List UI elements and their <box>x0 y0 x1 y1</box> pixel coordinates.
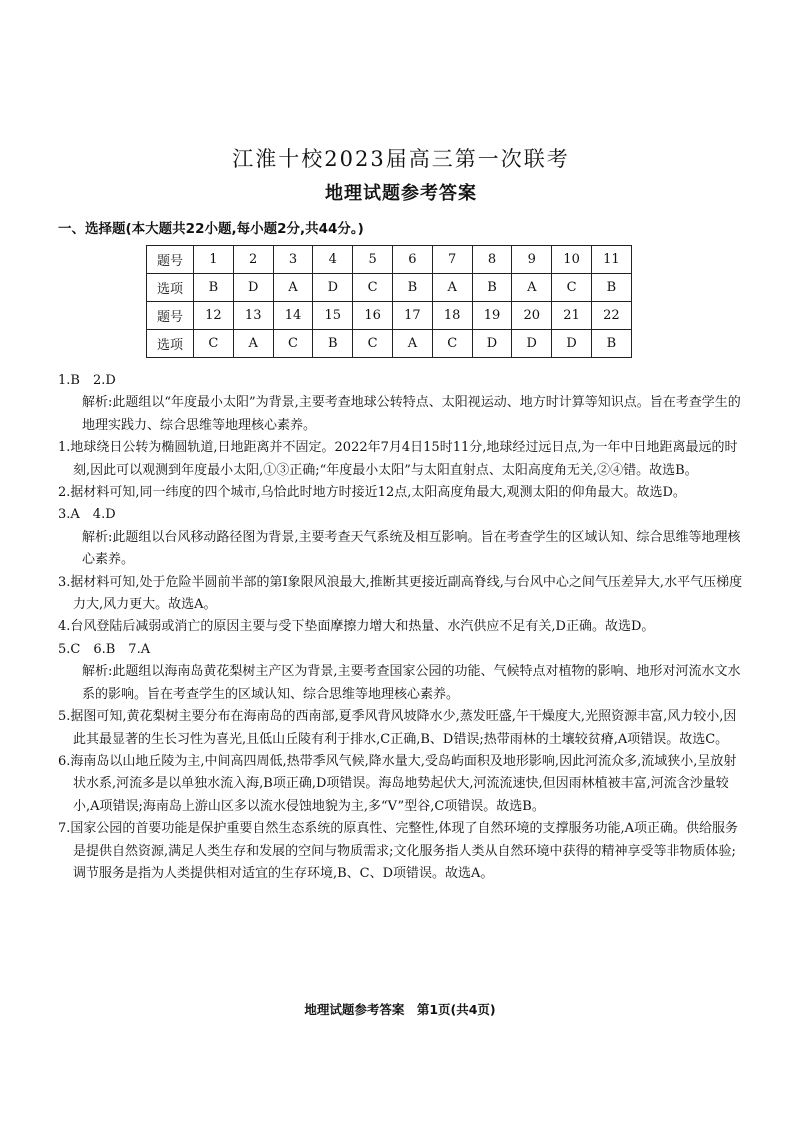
answer-table-cell: D <box>472 330 512 358</box>
answer-table-cell: D <box>552 330 592 358</box>
answer-table-cell: 20 <box>512 302 552 330</box>
group-analysis: 解析:此题组以“年度最小太阳”为背景,主要考查地球公转特点、太阳视运动、地方时计算等知识点。旨在考查学生的地理实践力、综合思维等地理核心素养。 <box>82 395 741 433</box>
question-explanation: 3.据材料可知,处于危险半圆前半部的第Ⅰ象限风浪最大,推断其更接近副高脊线,与台风中心之间气压差异大,水平气压梯度力大,风力更大。故选A。 <box>58 574 743 613</box>
answer-key-subtitle: 地理试题参考答案 <box>325 183 477 204</box>
question-explanation: 6.海南岛以山地丘陵为主,中间高四周低,热带季风气候,降水量大,受岛屿面积及地形影响,因此河流众多,流域狭小,呈放射状水系,河流多是以单独水流入海,B项正确,D项错误。海岛地势起伏大,河流流速快,但因雨林植被丰富,河流含沙量较小,A项错误;海南岛上游山区多以流水侵蚀地貌为主,多“V”型谷,C项错误。故选B。 <box>58 753 737 814</box>
answer-table-cell: B <box>591 274 631 302</box>
answer-table-cell: 7 <box>432 246 472 274</box>
answer-table-cell: C <box>432 330 472 358</box>
answer-table-cell: 2 <box>233 246 273 274</box>
answer-table-cell: C <box>552 274 592 302</box>
group-analysis: 解析:此题组以海南岛黄花梨树主产区为背景,主要考查国家公园的功能、气候特点对植物的影响、地形对河流水文水系的影响。旨在考查学生的区域认知、综合思维等地理核心素养。 <box>82 664 741 702</box>
answer-table-cell: 14 <box>273 302 313 330</box>
answer-table-cell: D <box>233 274 273 302</box>
answer-row-label: 选项 <box>147 274 194 302</box>
exam-title: 江淮十校2023届高三第一次联考 <box>232 147 570 171</box>
answer-row-label: 题号 <box>147 246 194 274</box>
answer-table-cell: A <box>273 274 313 302</box>
question-group <box>58 504 744 638</box>
answer-table-cell: A <box>233 330 273 358</box>
question-group <box>58 370 744 504</box>
group-analysis: 解析:此题组以台风移动路径图为背景,主要考查天气系统及相互影响。旨在考查学生的区域认知、综合思维等地理核心素养。 <box>82 529 741 568</box>
answer-table-cell: D <box>512 330 552 358</box>
group-answers: 3.A 4.D <box>58 507 116 523</box>
answer-table-cell: 11 <box>591 246 631 274</box>
answer-table-cell: B <box>392 274 432 302</box>
answer-table-cell: 10 <box>552 246 592 274</box>
answer-table-cell: B <box>313 330 353 358</box>
answer-table-cell: A <box>392 330 432 358</box>
answer-table-cell: B <box>194 274 234 302</box>
answer-row-label: 题号 <box>147 302 194 330</box>
answer-table-cell: 3 <box>273 246 313 274</box>
page-footer: 地理试题参考答案 第1页(共4页) <box>304 1002 496 1017</box>
answer-table-cell: D <box>313 274 353 302</box>
answer-table-cell: 4 <box>313 246 353 274</box>
answer-table-body <box>147 246 632 358</box>
answer-table-cell: B <box>591 330 631 358</box>
answer-table-cell: 1 <box>194 246 234 274</box>
answer-table-cell: C <box>353 274 393 302</box>
answer-table-cell: 15 <box>313 302 353 330</box>
answer-table-cell: 22 <box>591 302 631 330</box>
group-answers: 1.B 2.D <box>58 373 116 388</box>
question-explanation: 1.地球绕日公转为椭圆轨道,日地距离并不固定。2022年7月4日15时11分,地球经过远日点,为一年中日地距离最远的时刻,因此可以观测到年度最小太阳,①③正确;“年度最小太阳”与太阳直射点、太阳高度角无关,②④错。故选B。 <box>58 440 738 478</box>
answer-table-cell: B <box>472 274 512 302</box>
answer-table-cell: C <box>273 330 313 358</box>
question-group <box>58 639 744 885</box>
answer-table-cell: 16 <box>353 302 393 330</box>
question-explanation: 2.据材料可知,同一纬度的四个城市,乌恰此时地方时接近12点,太阳高度角最大,观测太阳的仰角最大。故选D。 <box>58 485 686 501</box>
answer-table-cell: 8 <box>472 246 512 274</box>
answer-table-cell: C <box>353 330 393 358</box>
answer-table-cell: 13 <box>233 302 273 330</box>
answer-row-label: 选项 <box>147 330 194 358</box>
answer-table-cell: A <box>432 274 472 302</box>
answer-table-cell: C <box>194 330 234 358</box>
question-explanation: 4.台风登陆后减弱或消亡的原因主要与受下垫面摩擦力增大和热量、水汽供应不足有关,D正确。故选D。 <box>58 619 655 635</box>
answer-table-cell: 9 <box>512 246 552 274</box>
answer-table-cell: 5 <box>353 246 393 274</box>
answer-table-row <box>147 302 632 330</box>
question-explanation: 5.据图可知,黄花梨树主要分布在海南岛的西南部,夏季风背风坡降水少,蒸发旺盛,午干燥度大,光照资源丰富,风力较小,因此其最显著的生长习性为喜光,且低山丘陵有利于排水,C正确,B、D错误;热带雨林的土壤较贫瘠,A项错误。故选C。 <box>58 709 737 747</box>
answer-table-cell: 21 <box>552 302 592 330</box>
answer-table-row <box>147 330 632 358</box>
answer-table <box>146 245 632 358</box>
answer-table-cell: 6 <box>392 246 432 274</box>
question-explanation: 7.国家公园的首要功能是保护重要自然生态系统的原真性、完整性,体现了自然环境的支撑服务功能,A项正确。供给服务是提供自然资源,满足人类生存和发展的空间与物质需求;文化服务指人类从自然环境中获得的精神享受等非物质体验;调节服务是指为人类提供相对适宜的生存环境,B、C、D项错误。故选A。 <box>58 821 739 881</box>
answer-table-cell: 18 <box>432 302 472 330</box>
answer-table-cell: 17 <box>392 302 432 330</box>
section-heading: 一、选择题(本大题共22小题,每小题2分,共44分。) <box>58 221 364 237</box>
answer-table-row <box>147 246 632 274</box>
group-answers: 5.C 6.B 7.A <box>58 641 151 657</box>
answer-table-cell: 19 <box>472 302 512 330</box>
explanations <box>58 370 744 885</box>
answer-table-row <box>147 274 632 302</box>
answer-table-cell: 12 <box>194 302 234 330</box>
answer-table-cell: A <box>512 274 552 302</box>
